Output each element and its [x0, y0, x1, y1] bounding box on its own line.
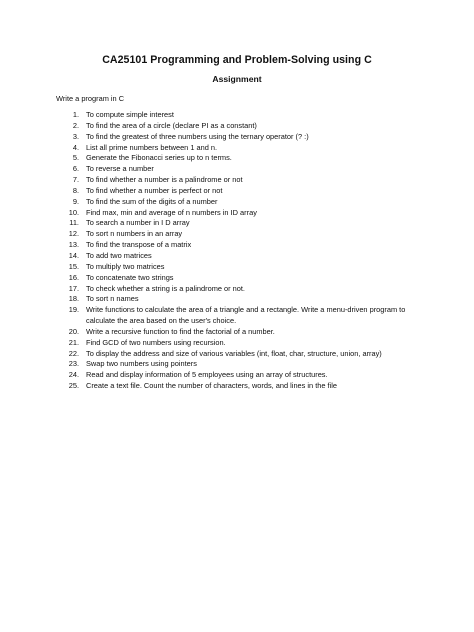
task-text: To find the sum of the digits of a number [86, 196, 218, 206]
task-text: Write functions to calculate the area of a triangle and a rectangle. Write a menu-driven program to calculate the area based on the user's choice. [86, 305, 406, 326]
task-item [56, 175, 426, 186]
task-text: To find whether a number is perfect or not [86, 185, 223, 195]
task-number: 19. [68, 305, 79, 315]
task-number: 16. [68, 272, 79, 282]
task-text: To find the transpose of a matrix [86, 240, 192, 250]
task-item [56, 110, 426, 121]
task-item [56, 240, 426, 251]
task-number: 25. [68, 381, 79, 391]
task-text: Swap two numbers using pointers [86, 359, 197, 369]
task-text: To check whether a string is a palindrome or not. [86, 283, 245, 293]
task-number: 2. [72, 120, 79, 130]
task-item [56, 273, 426, 284]
task-number: 3. [72, 131, 79, 141]
task-text: To add two matrices [86, 250, 152, 260]
task-text: To display the address and size of various variables (int, float, char, structure, union, array) [86, 348, 382, 358]
intro-text: Write a program in C [56, 94, 125, 103]
task-number: 15. [68, 261, 79, 271]
task-item [56, 359, 426, 370]
task-number: 4. [72, 142, 79, 152]
task-item [56, 153, 426, 164]
task-item [56, 132, 426, 143]
task-text: To concatenate two strings [86, 272, 174, 282]
task-number: 10. [68, 207, 79, 217]
task-item [56, 164, 426, 175]
task-number: 7. [72, 175, 79, 185]
task-text: To compute simple interest [86, 110, 174, 119]
task-number: 18. [68, 294, 79, 304]
task-item [56, 284, 426, 295]
task-number: 20. [68, 326, 79, 336]
task-number: 13. [68, 240, 79, 250]
task-number: 11. [69, 218, 79, 228]
task-text: To multiply two matrices [86, 261, 165, 271]
task-item [56, 121, 426, 132]
task-number: 9. [72, 196, 79, 206]
task-number: 5. [72, 153, 79, 163]
task-text: Read and display information of 5 employees using an array of structures. [86, 370, 328, 380]
task-list [56, 110, 426, 392]
task-text: To search a number in I D array [86, 218, 190, 228]
task-item [56, 338, 426, 349]
task-number: 23. [68, 359, 79, 369]
task-item [56, 197, 426, 208]
task-number: 22. [68, 348, 79, 358]
task-text: To find whether a number is a palindrome or not [86, 175, 243, 185]
task-number: 24. [68, 370, 79, 380]
task-item [56, 305, 426, 327]
task-text: Find GCD of two numbers using recursion. [86, 337, 226, 347]
task-item [56, 218, 426, 229]
task-text: Generate the Fibonacci series up to n terms. [86, 153, 232, 163]
task-number: 17. [68, 283, 79, 293]
task-item [56, 327, 426, 338]
task-text: To reverse a number [86, 164, 154, 174]
task-number: 8. [72, 185, 79, 195]
task-item [56, 294, 426, 305]
task-number: 14. [68, 250, 79, 260]
task-number: 12. [68, 229, 79, 239]
task-item [56, 381, 426, 392]
task-number: 1. [72, 110, 79, 119]
task-item [56, 208, 426, 219]
task-text: To sort n numbers in an array [86, 229, 183, 239]
task-text: Write a recursive function to find the factorial of a number. [86, 326, 275, 336]
task-item [56, 349, 426, 360]
task-item [56, 186, 426, 197]
task-text: To sort n names [86, 294, 139, 304]
task-item [56, 229, 426, 240]
task-item [56, 370, 426, 381]
task-number: 21. [68, 337, 79, 347]
task-text: To find the greatest of three numbers using the ternary operator (? :) [86, 131, 309, 141]
task-text: Create a text file. Count the number of characters, words, and lines in the file [86, 381, 338, 391]
document-title: CA25101 Programming and Problem-Solving using C [102, 54, 372, 66]
task-item [56, 262, 426, 273]
task-text: Find max, min and average of n numbers in ID array [86, 207, 257, 217]
task-text: To find the area of a circle (declare PI as a constant) [86, 120, 257, 130]
task-number: 6. [72, 164, 79, 174]
task-text: List all prime numbers between 1 and n. [86, 142, 218, 152]
document-subtitle: Assignment [212, 74, 262, 84]
task-item [56, 251, 426, 262]
task-item [56, 143, 426, 154]
